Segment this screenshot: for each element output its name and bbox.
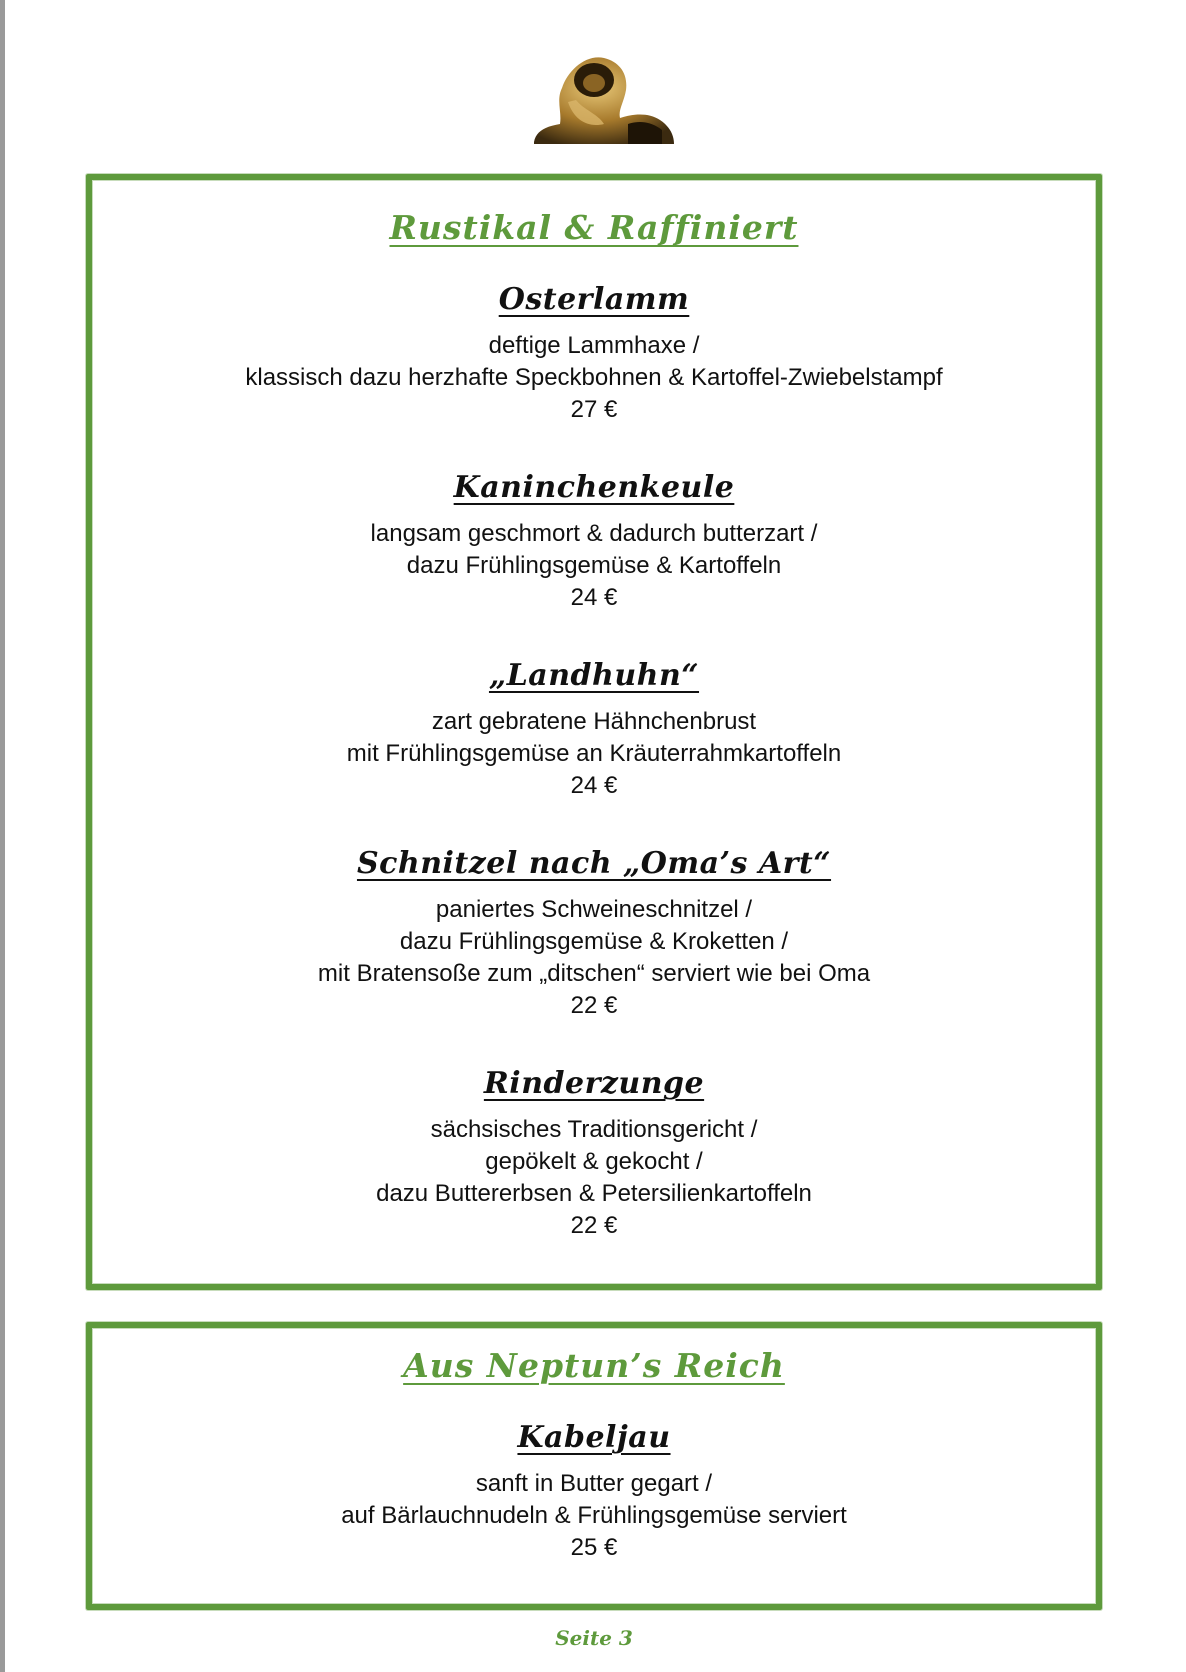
dish-kaninchenkeule: [86, 468, 1102, 614]
dish-description: paniertes Schweineschnitzel /: [435, 896, 753, 923]
dish-price: 24 €: [570, 584, 618, 611]
dish-schnitzel: [86, 844, 1102, 1022]
dish-description: deftige Lammhaxe /: [488, 332, 700, 359]
dish-price: 22 €: [570, 992, 618, 1019]
dish-description: klassisch dazu herzhafte Speckbohnen & Kartoffel-Zwiebelstampf: [245, 364, 943, 391]
dish-name: Kaninchenkeule: [453, 470, 735, 505]
dish-description: dazu Frühlingsgemüse & Kroketten /: [399, 928, 789, 955]
dish-price: 22 €: [570, 1212, 618, 1239]
dish-name: Rinderzunge: [483, 1066, 705, 1101]
dish-name: Schnitzel nach „Oma’s Art“: [356, 846, 832, 881]
dish-description: sanft in Butter gegart /: [475, 1470, 713, 1497]
section-title-block: [86, 206, 1102, 250]
dish-price: 24 €: [570, 772, 618, 799]
dish-description: mit Bratensoße zum „ditschen“ serviert wie bei Oma: [317, 960, 871, 987]
dish-description: gepökelt & gekocht /: [485, 1148, 703, 1175]
page-number: Seite 3: [555, 1626, 633, 1650]
dish-landhuhn: [86, 656, 1102, 802]
dish-name: „Landhuhn“: [488, 658, 700, 693]
dish-description: dazu Frühlingsgemüse & Kartoffeln: [406, 552, 782, 579]
dish-price: 27 €: [570, 396, 618, 423]
dish-kabeljau: [86, 1418, 1102, 1564]
dish-osterlamm: [86, 280, 1102, 426]
dish-rinderzunge: [86, 1064, 1102, 1242]
section-title-block: [86, 1344, 1102, 1388]
dish-description: auf Bärlauchnudeln & Frühlingsgemüse serviert: [341, 1502, 847, 1529]
dish-name: Kabeljau: [517, 1420, 671, 1455]
dish-description: zart gebratene Hähnchenbrust: [431, 708, 757, 735]
dish-price: 25 €: [570, 1534, 618, 1561]
section-title: Aus Neptun’s Reich: [403, 1346, 785, 1385]
dish-description: dazu Buttererbsen & Petersilienkartoffeln: [376, 1180, 812, 1207]
dish-description: mit Frühlingsgemüse an Kräuterrahmkartoffeln: [346, 740, 842, 767]
lion-statue-icon: [528, 50, 676, 146]
dish-description: langsam geschmort & dadurch butterzart /: [370, 520, 818, 547]
section-title: Rustikal & Raffiniert: [389, 208, 799, 247]
dish-description: sächsisches Traditionsgericht /: [430, 1116, 758, 1143]
page-edge-rule: [0, 0, 5, 1672]
dish-name: Osterlamm: [498, 282, 690, 317]
